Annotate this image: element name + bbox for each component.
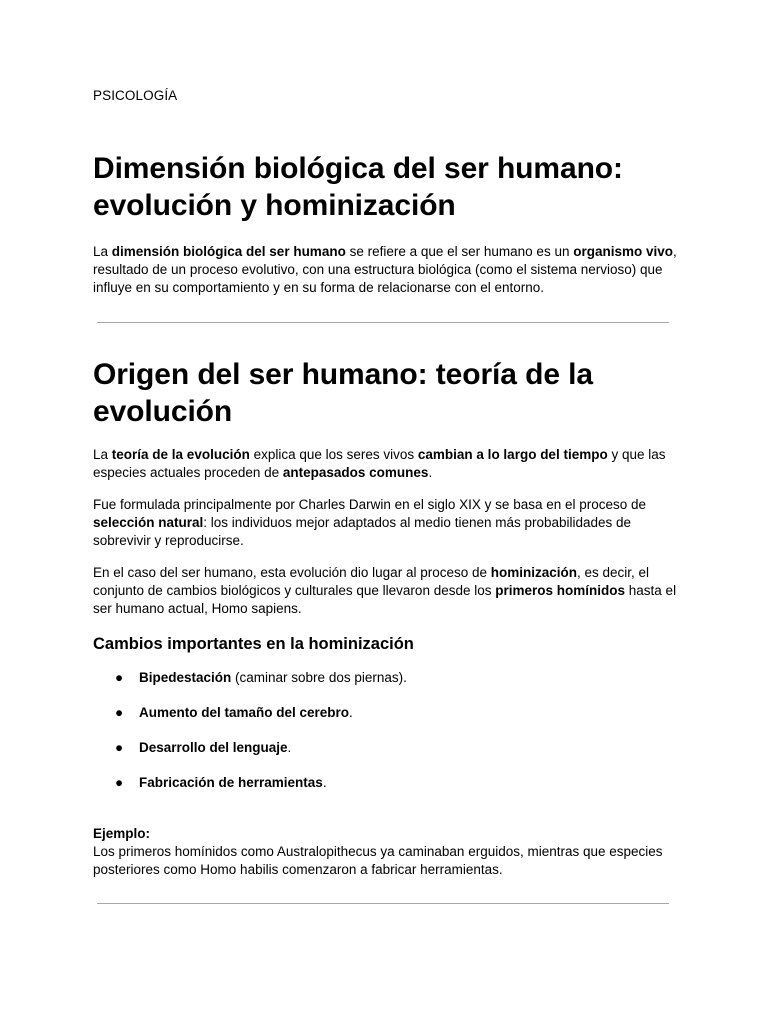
section-divider — [97, 322, 669, 323]
list-item-text: . — [287, 740, 292, 755]
section2-title-line1: Origen del ser humano: teoría de la — [93, 358, 593, 391]
bold-term: primeros homínidos — [495, 583, 626, 598]
list-item-text: (caminar sobre dos piernas). — [231, 670, 407, 685]
example-text: Los primeros homínidos como Australopithecus ya caminaban erguidos, mientras que especies posteriores como Homo habilis comenzaron a fabricar herramientas. — [93, 844, 663, 877]
bold-term: hominización — [490, 565, 578, 580]
example-label: Ejemplo: — [93, 826, 151, 841]
bullet-icon: ● — [115, 670, 124, 685]
section1-title — [93, 150, 623, 224]
section2-paragraph-3: En el caso del ser humano, esta evolución dio lugar al proceso de hominización, es decir, el conjunto de cambios biológicos y culturales que llevaron desde los primeros homínidos hasta el ser humano actual, Homo sapiens. — [93, 565, 677, 616]
bold-term: dimensión biológica del ser humano — [111, 244, 346, 259]
bold-term: selección natural — [93, 515, 204, 530]
bold-term: antepasados comunes — [282, 465, 429, 480]
list-item-bold: Fabricación de herramientas — [139, 775, 323, 790]
section2-title-line2: evolución — [93, 395, 233, 428]
list-item-bold: Aumento del tamaño del cerebro — [139, 705, 350, 720]
bullet-icon: ● — [115, 775, 124, 790]
bold-term: cambian a lo largo del tiempo — [417, 447, 608, 462]
bullet-icon: ● — [115, 705, 124, 720]
subheading-hominization-changes: Cambios importantes en la hominización — [93, 635, 414, 653]
section2-title — [93, 356, 593, 430]
list-item-bold: Desarrollo del lenguaje — [139, 740, 288, 755]
section1-title-line2: evolución y hominización — [93, 189, 456, 222]
list-item-text: . — [322, 775, 327, 790]
section1-paragraph: La dimensión biológica del ser humano se refiere a que el ser humano es un organismo vivo, resultado de un proceso evolutivo, con una estructura biológica (como el sistema nervioso) que influye en su comportamiento y en su forma de relacionarse con el entorno. — [93, 244, 677, 295]
section-divider — [97, 903, 669, 904]
list-item-text: . — [349, 705, 353, 720]
section1-title-line1: Dimensión biológica del ser humano: — [93, 152, 623, 185]
bold-term: teoría de la evolución — [111, 447, 250, 462]
document-header: PSICOLOGÍA — [93, 88, 178, 103]
list-item-bold: Bipedestación — [139, 670, 232, 685]
bullet-icon: ● — [115, 740, 124, 755]
section2-paragraph-1: La teoría de la evolución explica que los seres vivos cambian a lo largo del tiempo y que las especies actuales proceden de antepasados comunes. — [93, 447, 666, 480]
bold-term: organismo vivo — [573, 244, 673, 259]
section2-paragraph-2: Fue formulada principalmente por Charles Darwin en el siglo XIX y se basa en el proceso de selección natural: los individuos mejor adaptados al medio tienen más probabilidades de sobrevivir y reproducirse. — [93, 497, 647, 548]
example-block — [93, 825, 678, 879]
